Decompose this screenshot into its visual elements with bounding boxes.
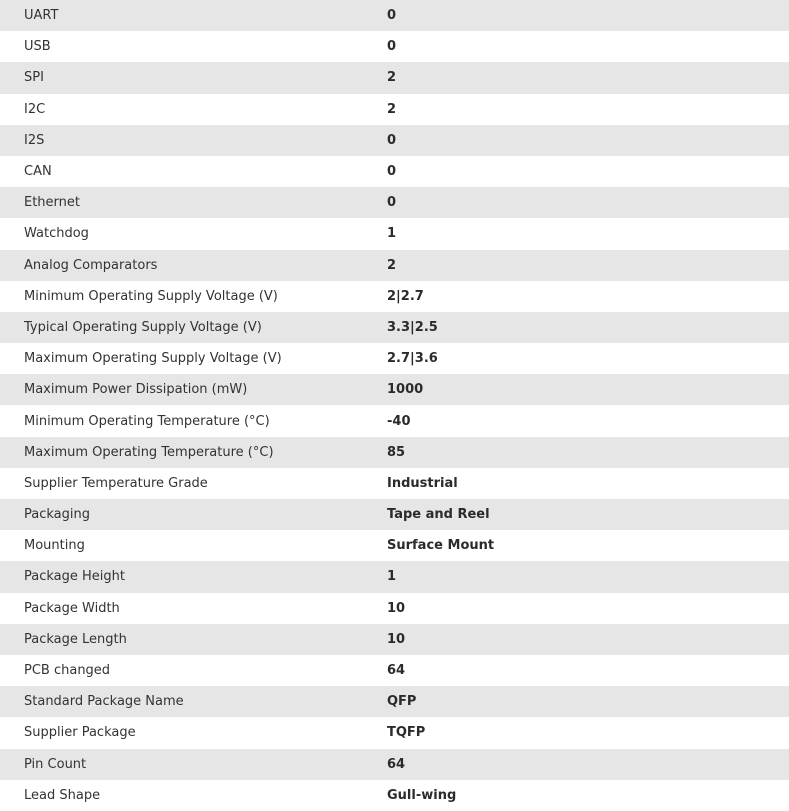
spec-row — [0, 62, 789, 93]
spec-attribute-value: QFP — [387, 694, 417, 710]
spec-attribute-label: Pin Count — [24, 756, 87, 772]
spec-attribute-label: Maximum Operating Temperature (°C) — [24, 444, 274, 460]
spec-attribute-label: Supplier Package — [24, 725, 136, 741]
spec-attribute-label: Typical Operating Supply Voltage (V) — [24, 319, 262, 335]
spec-attribute-value: TQFP — [387, 725, 426, 741]
spec-attribute-value: Industrial — [387, 475, 458, 491]
spec-attribute-label: Mounting — [24, 538, 85, 554]
spec-row — [0, 530, 789, 561]
spec-attribute-label: Watchdog — [24, 226, 89, 242]
spec-attribute-label: Supplier Temperature Grade — [24, 475, 208, 491]
spec-attribute-label: Package Width — [24, 600, 120, 616]
spec-attribute-value: 2 — [387, 101, 397, 117]
spec-attribute-label: Package Length — [24, 631, 127, 647]
spec-attribute-value: Surface Mount — [387, 538, 495, 554]
spec-attribute-value: 64 — [387, 756, 406, 772]
spec-attribute-label: Analog Comparators — [24, 257, 158, 273]
spec-row — [0, 780, 789, 811]
spec-row — [0, 686, 789, 717]
spec-row — [0, 717, 789, 748]
spec-row — [0, 468, 789, 499]
spec-attribute-value: 0 — [387, 164, 397, 180]
spec-attribute-value: 1 — [387, 226, 397, 242]
spec-attribute-label: Maximum Operating Supply Voltage (V) — [24, 351, 282, 367]
spec-row — [0, 94, 789, 125]
spec-row — [0, 749, 789, 780]
spec-attribute-label: Ethernet — [24, 195, 80, 211]
spec-attribute-label: Standard Package Name — [24, 694, 184, 710]
spec-row — [0, 250, 789, 281]
spec-attribute-label: Lead Shape — [24, 787, 101, 803]
spec-attribute-value: 0 — [387, 132, 397, 148]
spec-row — [0, 561, 789, 592]
spec-row — [0, 187, 789, 218]
spec-row — [0, 343, 789, 374]
spec-attribute-value: 0 — [387, 8, 397, 24]
spec-attribute-value: 1000 — [387, 382, 424, 398]
spec-attribute-label: Maximum Power Dissipation (mW) — [24, 382, 248, 398]
spec-row — [0, 405, 789, 436]
spec-attribute-label: I2C — [24, 101, 46, 117]
spec-attribute-value: 0 — [387, 39, 397, 55]
spec-attribute-value: 10 — [387, 631, 406, 647]
spec-attribute-value: 2.7|3.6 — [387, 351, 438, 367]
spec-attribute-label: PCB changed — [24, 663, 111, 679]
spec-attribute-value: 85 — [387, 444, 406, 460]
spec-attribute-value: 10 — [387, 600, 406, 616]
spec-row — [0, 312, 789, 343]
spec-attribute-label: Package Height — [24, 569, 125, 585]
spec-row — [0, 0, 789, 31]
spec-row — [0, 31, 789, 62]
spec-row — [0, 281, 789, 312]
spec-row — [0, 218, 789, 249]
spec-row — [0, 624, 789, 655]
spec-row — [0, 593, 789, 624]
spec-row — [0, 125, 789, 156]
spec-attribute-label: I2S — [24, 132, 45, 148]
spec-attribute-value: 64 — [387, 663, 406, 679]
spec-row — [0, 499, 789, 530]
spec-attribute-value: 1 — [387, 569, 397, 585]
spec-attribute-value: 2 — [387, 257, 397, 273]
spec-attribute-value: 3.3|2.5 — [387, 319, 438, 335]
spec-attribute-value: 2 — [387, 70, 397, 86]
spec-attribute-label: Packaging — [24, 507, 90, 523]
spec-attribute-value: Tape and Reel — [387, 507, 490, 523]
spec-attribute-value: 2|2.7 — [387, 288, 424, 304]
spec-row — [0, 655, 789, 686]
spec-attribute-label: Minimum Operating Temperature (°C) — [24, 413, 270, 429]
spec-attribute-value: 0 — [387, 195, 397, 211]
spec-attribute-value: -40 — [387, 413, 411, 429]
spec-row — [0, 156, 789, 187]
spec-attribute-value: Gull-wing — [387, 787, 457, 803]
spec-attribute-label: UART — [24, 8, 59, 24]
spec-row — [0, 374, 789, 405]
spec-attribute-label: USB — [24, 39, 51, 55]
spec-attribute-label: Minimum Operating Supply Voltage (V) — [24, 288, 278, 304]
spec-row — [0, 437, 789, 468]
spec-attribute-label: SPI — [24, 70, 44, 86]
spec-attribute-label: CAN — [24, 164, 52, 180]
